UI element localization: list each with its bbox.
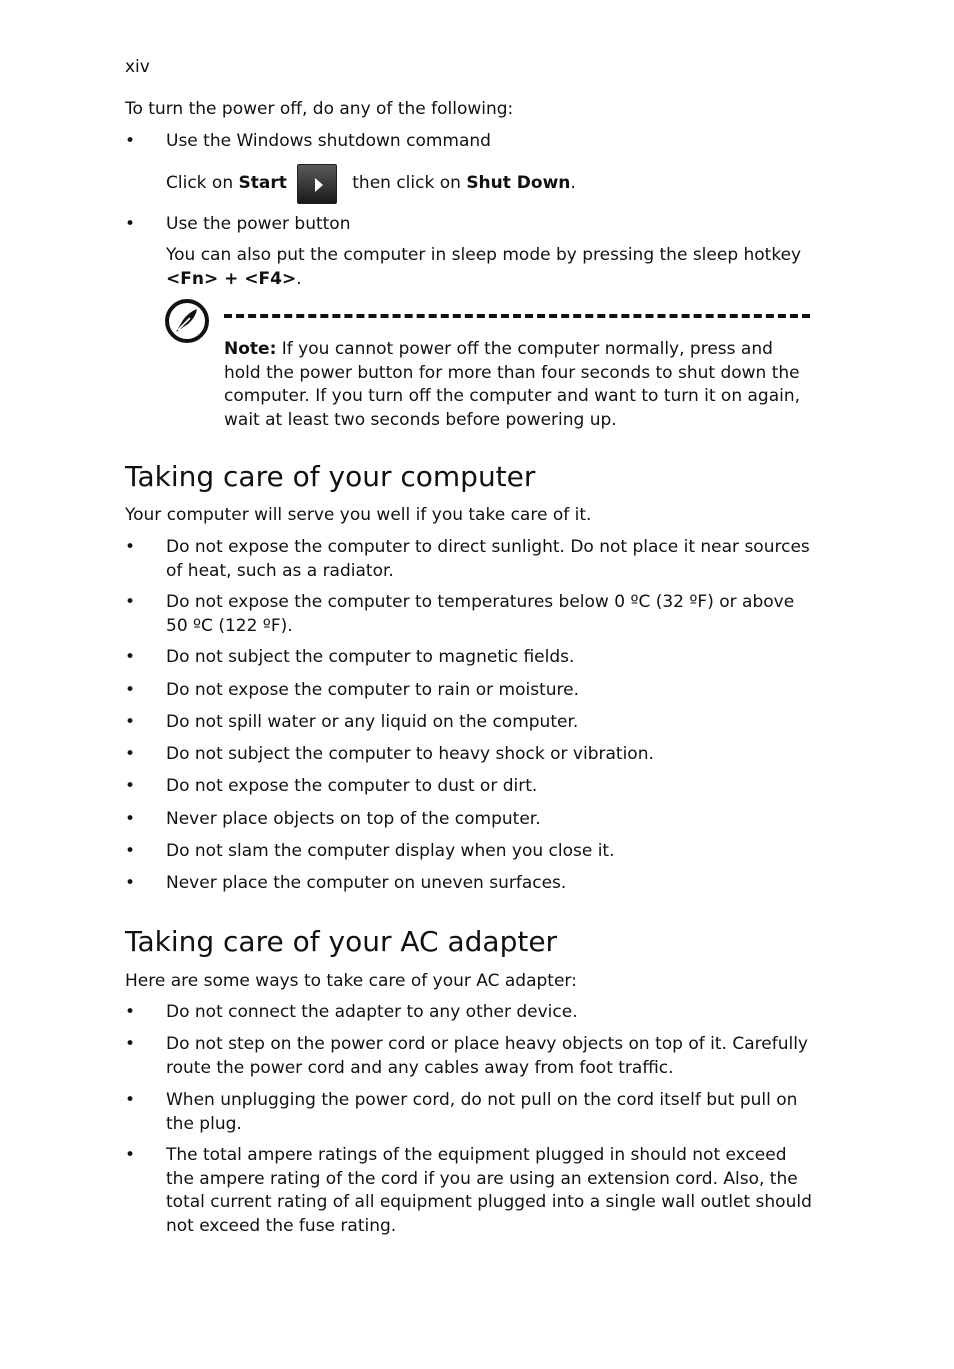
list-item — [125, 130, 815, 154]
list-item — [125, 743, 815, 767]
list-item — [125, 591, 815, 638]
intro-text: To turn the power off, do any of the following: — [125, 99, 514, 119]
list-item-text: The total ampere ratings of the equipment plugged in should not exceed the ampere rating of the cord if you are using an extension cord. Also, the total current rating of all equipment plugged into a single wall outlet should not exceed the fuse rating. — [166, 1145, 812, 1236]
click-prefix: Click on — [166, 173, 239, 194]
list-item-text: Do not connect the adapter to any other device. — [166, 1002, 578, 1022]
list-item-text: Do not expose the computer to dust or dirt. — [166, 776, 538, 796]
list-item — [125, 775, 815, 799]
page-number: xiv — [125, 57, 150, 77]
list-item — [125, 1033, 815, 1080]
section-heading-adapter: Taking care of your AC adapter — [125, 925, 558, 958]
bullet: • — [125, 680, 136, 700]
bullet: • — [125, 841, 136, 861]
list-item-text: Use the Windows shutdown command — [166, 131, 491, 151]
list-item-text: Do not expose the computer to direct sunlight. Do not place it near sources of heat, such as a radiator. — [166, 537, 810, 581]
click-instruction — [166, 162, 576, 206]
note-divider — [224, 314, 810, 318]
note-paragraph — [224, 338, 814, 432]
list-item-text: When unplugging the power cord, do not pull on the cord itself but pull on the plug. — [166, 1090, 798, 1134]
list-item — [125, 1144, 815, 1238]
bullet: • — [125, 1145, 136, 1165]
list-item-text: Never place objects on top of the computer. — [166, 809, 541, 829]
section-heading-computer: Taking care of your computer — [125, 460, 536, 493]
sleep-hotkey: <Fn> + <F4> — [166, 268, 297, 289]
sleep-suffix: . — [296, 268, 302, 289]
list-item — [125, 872, 815, 896]
shutdown-label: Shut Down — [466, 173, 571, 194]
click-middle: then click on — [346, 173, 467, 194]
note-icon — [164, 298, 210, 344]
note-label: Note: — [224, 339, 277, 359]
list-item-text: Never place the computer on uneven surfaces. — [166, 873, 567, 893]
start-button-icon — [297, 164, 337, 204]
bullet: • — [125, 1034, 136, 1054]
bullet: • — [125, 1090, 136, 1110]
bullet: • — [125, 214, 136, 234]
list-item — [125, 1089, 815, 1136]
list-item — [125, 213, 815, 237]
list-item — [125, 536, 815, 583]
section-lead-adapter: Here are some ways to take care of your AC adapter: — [125, 971, 577, 991]
bullet: • — [125, 1002, 136, 1022]
list-item — [125, 840, 815, 864]
bullet: • — [125, 592, 136, 612]
list-item — [125, 646, 815, 670]
bullet: • — [125, 809, 136, 829]
start-label: Start — [238, 173, 287, 194]
bullet: • — [125, 712, 136, 732]
list-item-text: Do not subject the computer to magnetic fields. — [166, 647, 575, 667]
list-item-text: Use the power button — [166, 214, 351, 234]
note-body: If you cannot power off the computer normally, press and hold the power button for more than four seconds to shut down the computer. If you turn off the computer and want to turn it on again, wait at least two seconds before powering up. — [224, 339, 801, 430]
list-item — [125, 808, 815, 832]
list-item — [125, 1001, 815, 1025]
list-item-text: Do not slam the computer display when you close it. — [166, 841, 615, 861]
bullet: • — [125, 744, 136, 764]
bullet: • — [125, 776, 136, 796]
list-item-text: Do not spill water or any liquid on the computer. — [166, 712, 579, 732]
section-lead-computer: Your computer will serve you well if you take care of it. — [125, 505, 592, 525]
list-item-text: Do not step on the power cord or place heavy objects on top of it. Carefully route the power cord and any cables away from foot traffic. — [166, 1034, 808, 1078]
click-suffix: . — [570, 173, 576, 194]
bullet: • — [125, 873, 136, 893]
sleep-paragraph — [166, 244, 816, 291]
list-item — [125, 711, 815, 735]
bullet: • — [125, 131, 136, 151]
list-item-text: Do not expose the computer to rain or moisture. — [166, 680, 579, 700]
list-item — [125, 679, 815, 703]
bullet: • — [125, 647, 136, 667]
sleep-text: You can also put the computer in sleep mode by pressing the sleep hotkey — [166, 245, 802, 265]
list-item-text: Do not subject the computer to heavy shock or vibration. — [166, 744, 654, 764]
list-item-text: Do not expose the computer to temperatures below 0 ºC (32 ºF) or above 50 ºC (122 ºF). — [166, 592, 795, 636]
bullet: • — [125, 537, 136, 557]
